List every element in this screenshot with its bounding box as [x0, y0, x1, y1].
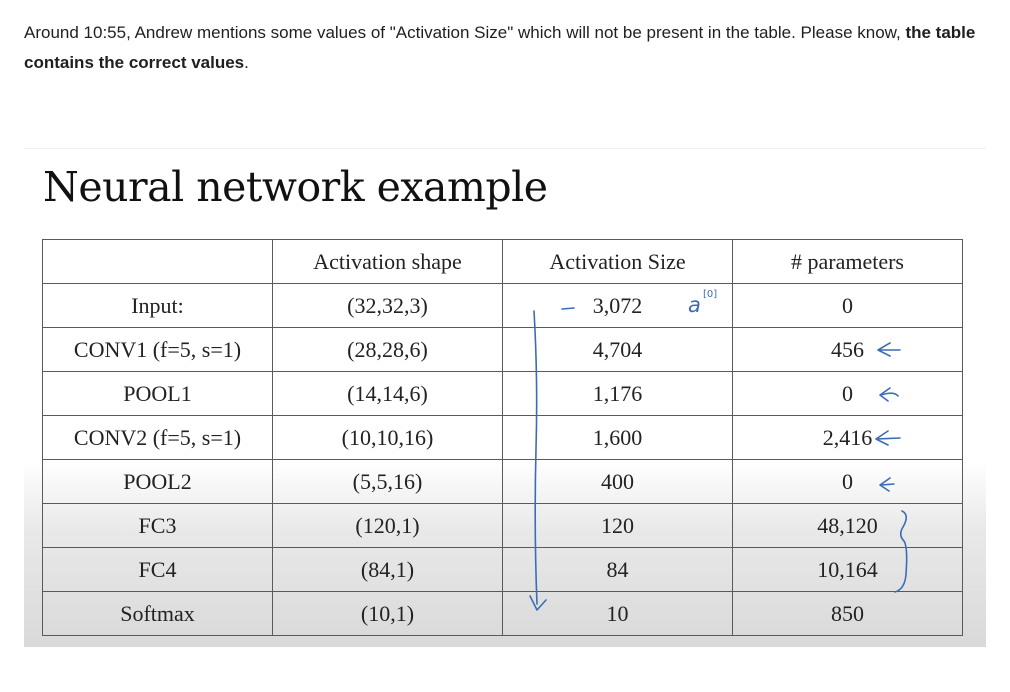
activation-size: 400 [503, 460, 733, 504]
layer-name: FC3 [43, 504, 273, 548]
table-row [43, 372, 963, 416]
table-row [43, 328, 963, 372]
note-bold-text: the table contains the correct values [24, 23, 976, 72]
param-count: 2,416 [733, 416, 963, 460]
header-activation-shape: Activation shape [273, 240, 503, 284]
activation-shape: (84,1) [273, 548, 503, 592]
note-text: Around 10:55, Andrew mentions some values of "Activation Size" which will not be present in the table. Please know, [24, 23, 906, 42]
param-count: 10,164 [733, 548, 963, 592]
activation-shape: (28,28,6) [273, 328, 503, 372]
activation-shape: (32,32,3) [273, 284, 503, 328]
layer-name: FC4 [43, 548, 273, 592]
table-row [43, 284, 963, 328]
layer-name: POOL2 [43, 460, 273, 504]
layer-name: Input: [43, 284, 273, 328]
activation-size: 120 [503, 504, 733, 548]
slide-title: Neural network example [43, 163, 548, 211]
layer-name: CONV2 (f=5, s=1) [43, 416, 273, 460]
layer-name: Softmax [43, 592, 273, 636]
param-count: 0 [733, 460, 963, 504]
activation-shape: (5,5,16) [273, 460, 503, 504]
header-parameters: # parameters [733, 240, 963, 284]
param-count: 0 [733, 284, 963, 328]
header-activation-size: Activation Size [503, 240, 733, 284]
table-row [43, 504, 963, 548]
a-zero-superscript: [0] [703, 289, 718, 300]
activation-size: 84 [503, 548, 733, 592]
param-count: 456 [733, 328, 963, 372]
layer-name: CONV1 (f=5, s=1) [43, 328, 273, 372]
activation-shape: (120,1) [273, 504, 503, 548]
table-row [43, 460, 963, 504]
table-row [43, 592, 963, 636]
table-row [43, 548, 963, 592]
activation-size: 1,600 [503, 416, 733, 460]
table-row [43, 416, 963, 460]
network-table [42, 239, 963, 636]
activation-size: 3,072 [503, 284, 733, 328]
note-period: . [244, 53, 249, 72]
activation-size: 4,704 [503, 328, 733, 372]
video-slide [24, 148, 986, 647]
a-zero-symbol: a [688, 293, 701, 317]
instructor-note [24, 18, 984, 78]
activation-shape: (10,10,16) [273, 416, 503, 460]
layer-name: POOL1 [43, 372, 273, 416]
activation-size: 10 [503, 592, 733, 636]
param-count: 48,120 [733, 504, 963, 548]
activation-shape: (10,1) [273, 592, 503, 636]
activation-shape: (14,14,6) [273, 372, 503, 416]
header-layer [43, 240, 273, 284]
param-count: 0 [733, 372, 963, 416]
param-count: 850 [733, 592, 963, 636]
table-header-row [43, 240, 963, 284]
activation-size: 1,176 [503, 372, 733, 416]
